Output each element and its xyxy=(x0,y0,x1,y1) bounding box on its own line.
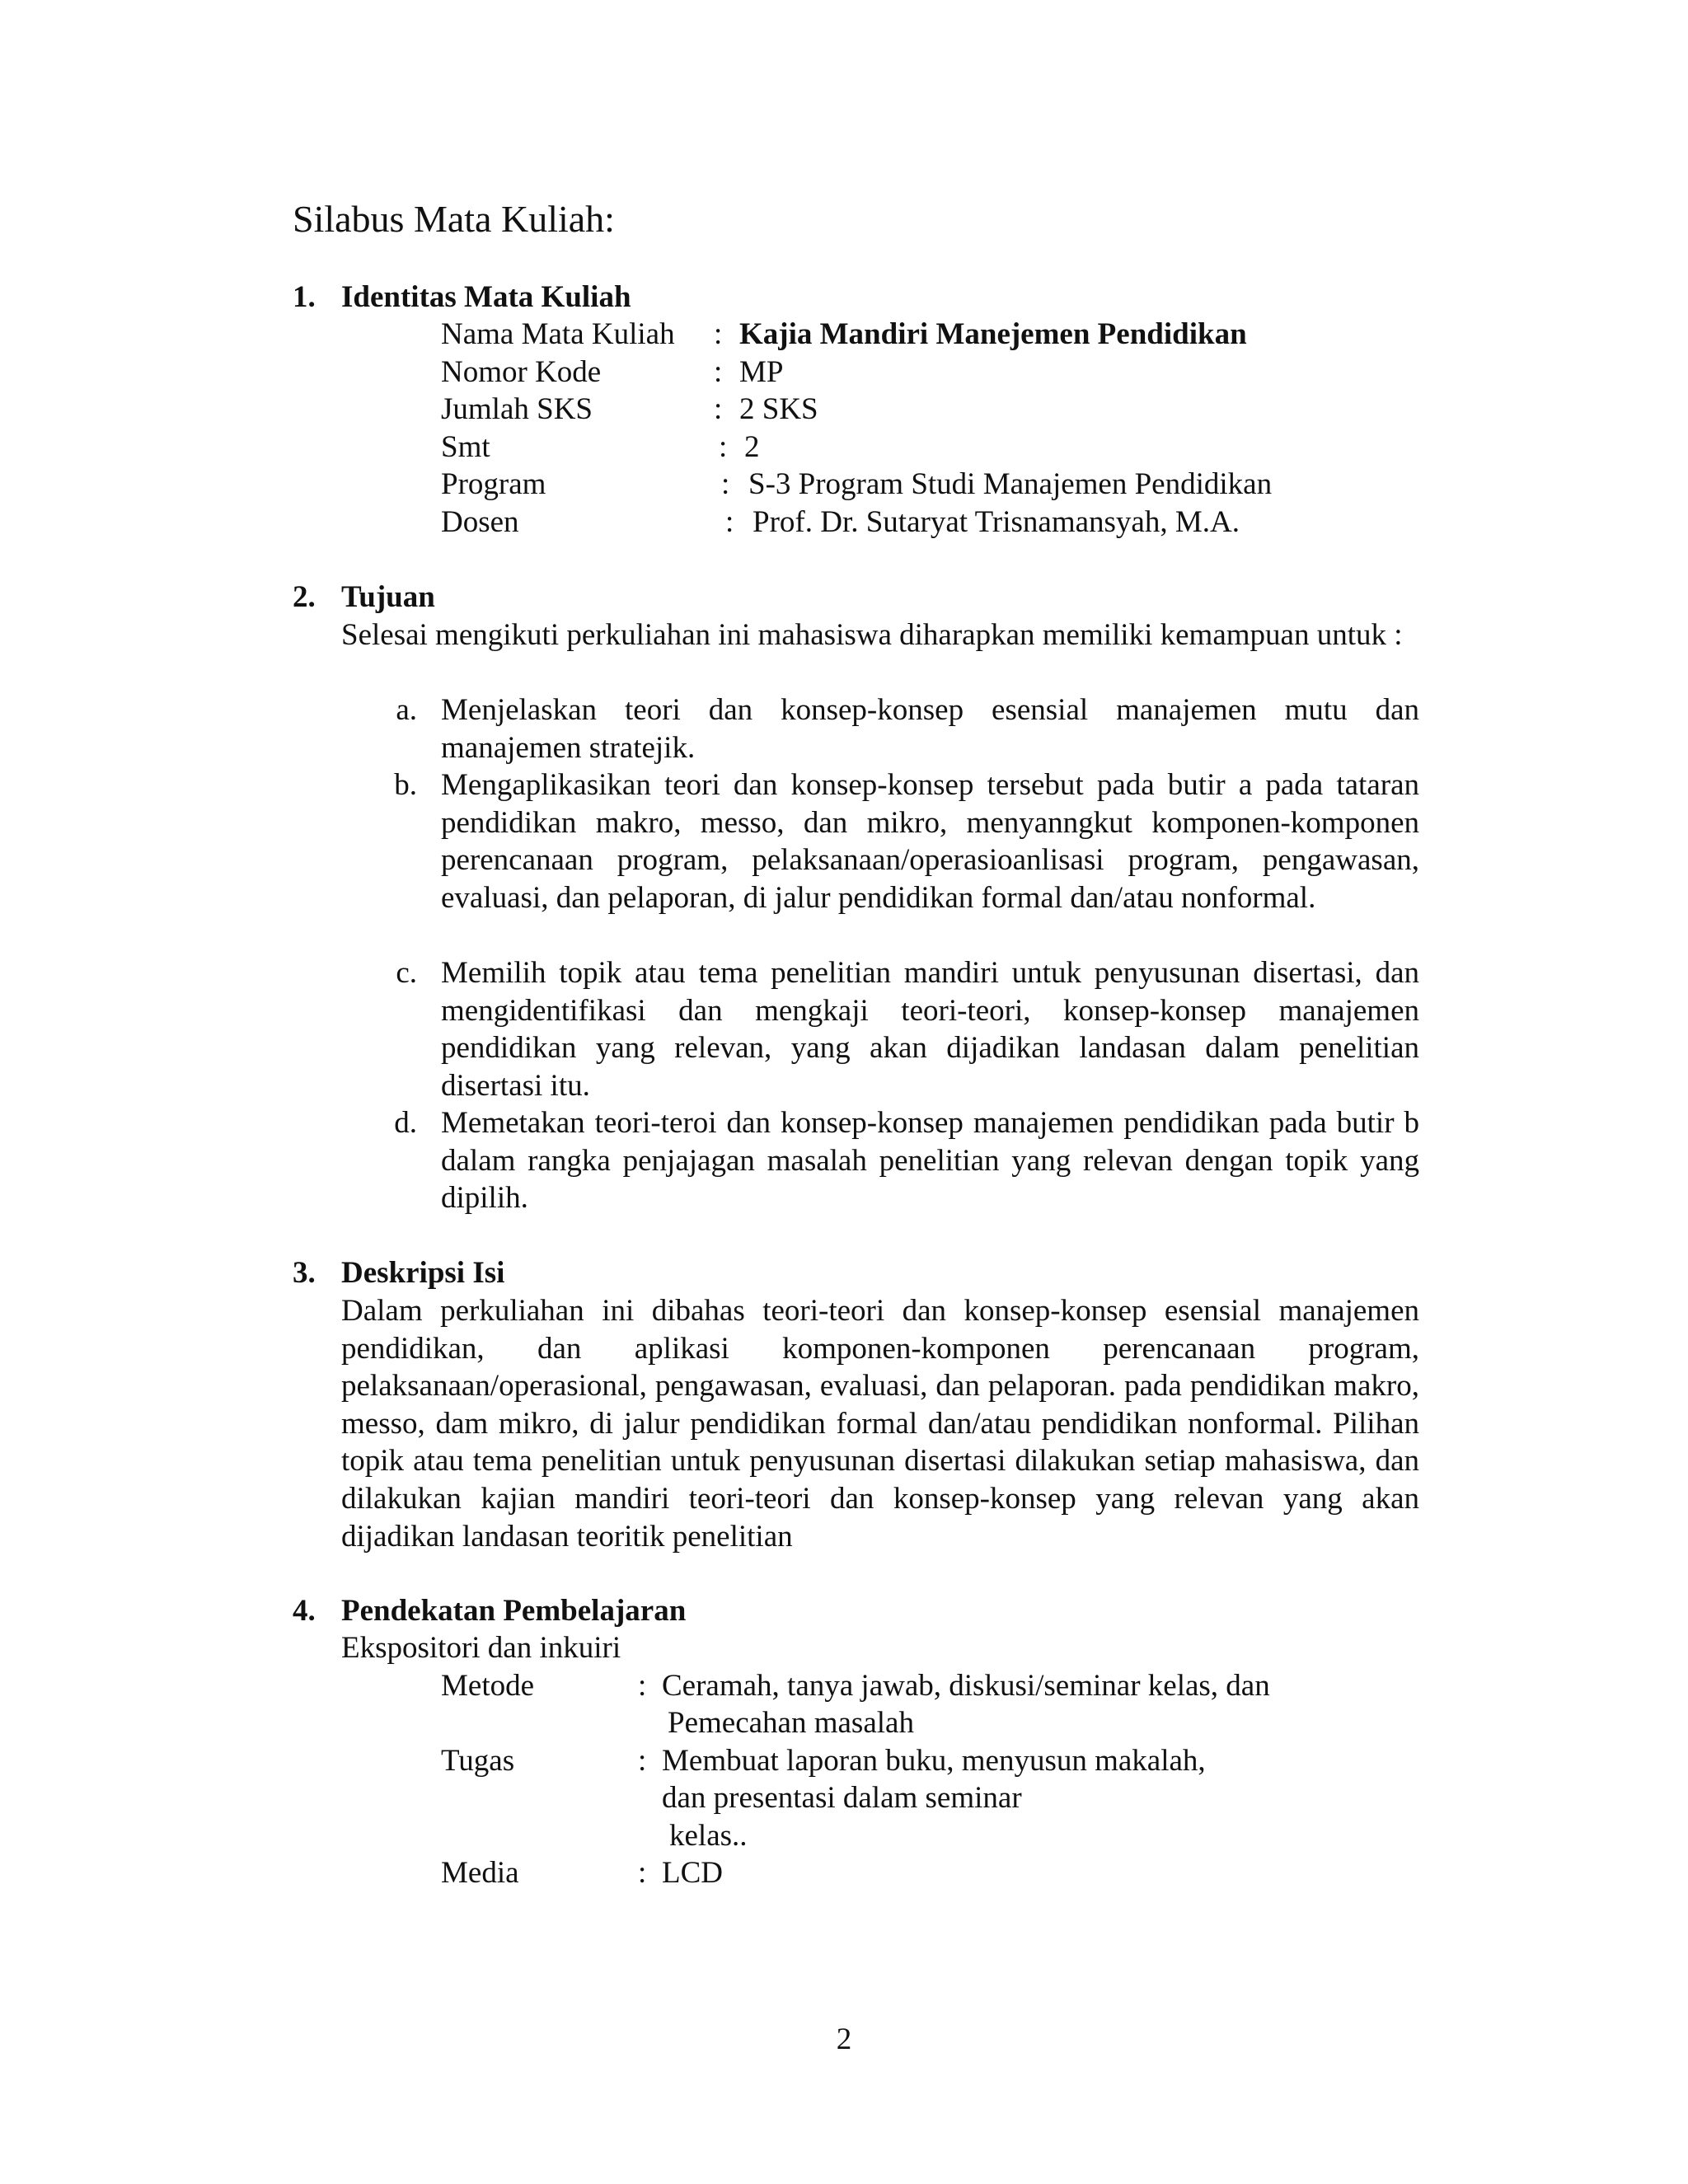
list-item: Mengaplikasikan teori dan konsep-konsep tersebut pada butir a pada tataran pendidikan makro, messo, dan mikro, menyanngkut komponen-komponen perencanaan program, pelaksanaan/operasioanlisasi program, pengawasan, evaluasi, dan pelaporan, di jalur pendidikan formal dan/atau nonformal. xyxy=(441,768,1419,915)
identity-colon: : xyxy=(719,430,728,464)
section-3-number: 3. xyxy=(293,1256,316,1290)
identity-label-sks: Jumlah SKS xyxy=(441,392,593,426)
list-item: Memilih topik atau tema penelitian mandiri untuk penyusunan disertasi, dan mengidentifikasi dan mengkaji teori-teori, konsep-konsep manajemen pendidikan yang relevan, yang akan dijadikan landasan dalam penelitian disertasi itu. xyxy=(441,956,1419,1103)
identity-label-nama: Nama Mata Kuliah xyxy=(441,317,675,351)
identity-value-kode: MP xyxy=(739,355,784,389)
section-2-heading: Tujuan xyxy=(341,580,435,614)
identity-colon: : xyxy=(721,467,730,501)
identity-label-dosen: Dosen xyxy=(441,505,519,539)
pendekatan-colon: : xyxy=(638,1856,647,1890)
document-title: Silabus Mata Kuliah: xyxy=(293,198,615,240)
list-marker: b. xyxy=(394,768,417,802)
section-1-heading: Identitas Mata Kuliah xyxy=(341,280,631,314)
section-2-number: 2. xyxy=(293,580,316,614)
identity-label-kode: Nomor Kode xyxy=(441,355,602,389)
pendekatan-value-line: Membuat laporan buku, menyusun makalah, xyxy=(662,1744,1206,1778)
list-marker: c. xyxy=(396,956,417,990)
tujuan-intro: Selesai mengikuti perkuliahan ini mahasiswa diharapkan memiliki kemampuan untuk : xyxy=(341,618,1403,652)
identity-value-smt: 2 xyxy=(744,430,760,464)
pendekatan-label-tugas: Tugas xyxy=(441,1744,515,1778)
deskripsi-body: Dalam perkuliahan ini dibahas teori-teori dan konsep-konsep esensial manajemen pendidikan, dan aplikasi komponen-komponen perencanaan program, pelaksanaan/operasional, pengawasan, evaluasi, dan pelaporan. pada pendidikan makro, messo, dam mikro, di jalur pendidikan formal dan/atau pendidikan nonformal. Pilihan topik atau tema penelitian untuk penyusunan disertasi dilakukan setiap mahasiswa, dan dilakukan kajian mandiri teori-teori dan konsep-konsep yang relevan yang akan dijadikan landasan teoritik penelitian xyxy=(341,1294,1419,1554)
pendekatan-label-metode: Metode xyxy=(441,1669,535,1703)
identity-colon: : xyxy=(725,505,734,539)
identity-label-program: Program xyxy=(441,467,546,501)
identity-label-smt: Smt xyxy=(441,430,490,464)
pendekatan-intro: Ekspositori dan inkuiri xyxy=(341,1631,621,1665)
pendekatan-value-line: LCD xyxy=(662,1856,723,1890)
identity-value-sks: 2 SKS xyxy=(739,392,818,426)
identity-colon: : xyxy=(714,355,723,389)
identity-value-dosen: Prof. Dr. Sutaryat Trisnamansyah, M.A. xyxy=(753,505,1240,539)
page-number: 2 xyxy=(836,2022,852,2056)
section-3-heading: Deskripsi Isi xyxy=(341,1256,505,1290)
section-4-heading: Pendekatan Pembelajaran xyxy=(341,1594,687,1628)
identity-colon: : xyxy=(714,317,723,351)
section-4-number: 4. xyxy=(293,1594,316,1628)
section-1-number: 1. xyxy=(293,280,316,314)
pendekatan-value-line: Pemecahan masalah xyxy=(668,1706,914,1740)
identity-value-program: S-3 Program Studi Manajemen Pendidikan xyxy=(748,467,1273,501)
list-marker: d. xyxy=(394,1106,417,1140)
pendekatan-label-media: Media xyxy=(441,1856,519,1890)
pendekatan-value-line: kelas.. xyxy=(669,1819,748,1853)
pendekatan-value-line: Ceramah, tanya jawab, diskusi/seminar kelas, dan xyxy=(662,1669,1270,1703)
list-item: Menjelaskan teori dan konsep-konsep esensial manajemen mutu dan manajemen stratejik. xyxy=(441,693,1419,765)
list-marker: a. xyxy=(396,693,417,727)
identity-value-nama: Kajia Mandiri Manejemen Pendidikan xyxy=(739,317,1247,351)
pendekatan-colon: : xyxy=(638,1669,647,1703)
identity-colon: : xyxy=(714,392,723,426)
list-item: Memetakan teori-teroi dan konsep-konsep manajemen pendidikan pada butir b dalam rangka penjajagan masalah penelitian yang relevan dengan topik yang dipilih. xyxy=(441,1106,1419,1216)
pendekatan-value-line: dan presentasi dalam seminar xyxy=(662,1781,1022,1815)
pendekatan-colon: : xyxy=(638,1744,647,1778)
